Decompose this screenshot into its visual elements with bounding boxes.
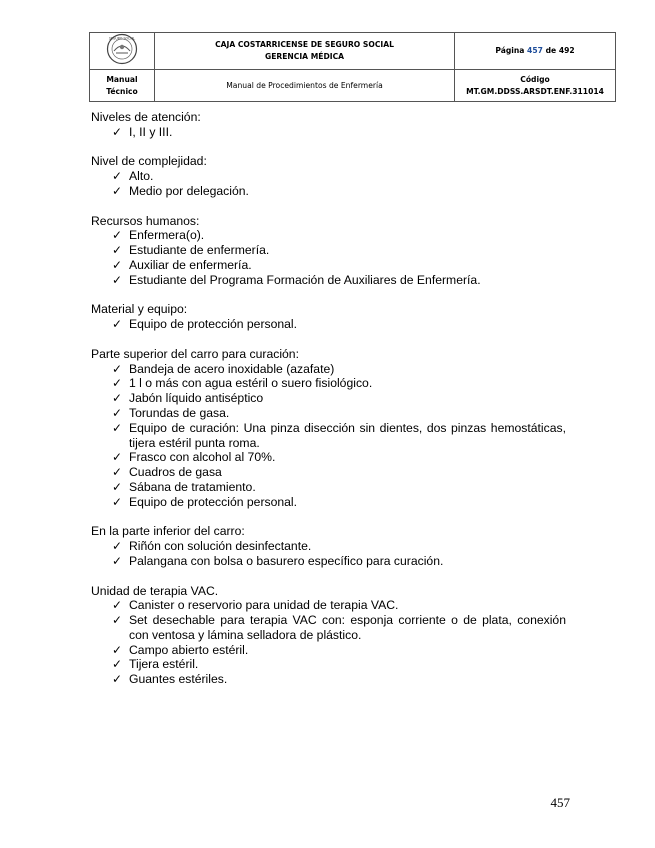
page-total: 492 <box>558 46 575 55</box>
doc-type-cell <box>90 70 155 102</box>
item-text: Palangana con bolsa o basurero específico para curación. <box>129 553 444 568</box>
item-list <box>91 598 566 687</box>
logo-cell <box>90 33 155 70</box>
checkmark-icon: ✓ <box>112 405 123 420</box>
checkmark-icon: ✓ <box>112 539 123 554</box>
page-of-label: de <box>545 46 557 55</box>
checkmark-icon: ✓ <box>112 465 123 480</box>
checkmark-icon: ✓ <box>112 479 123 494</box>
item-text: Guantes estériles. <box>129 672 228 687</box>
checkmark-icon: ✓ <box>112 598 123 613</box>
checkmark-icon: ✓ <box>112 272 123 287</box>
checkmark-icon: ✓ <box>112 391 123 406</box>
checkmark-icon: ✓ <box>112 317 123 332</box>
department-name: GERENCIA MÉDICA <box>264 52 345 61</box>
item-text: Estudiante del Programa Formación de Auxiliares de Enfermería. <box>129 272 481 287</box>
item-text: Bandeja de acero inoxidable (azafate) <box>129 361 335 376</box>
section-parte-superior-carro <box>91 347 566 510</box>
list-item <box>91 376 566 391</box>
item-text: Equipo de protección personal. <box>129 317 298 332</box>
checkmark-icon: ✓ <box>112 228 123 243</box>
checkmark-icon: ✓ <box>112 672 123 687</box>
list-item <box>91 613 566 643</box>
list-item <box>91 480 566 495</box>
list-item <box>91 539 566 554</box>
list-item <box>91 421 566 451</box>
doc-type-line1: Manual <box>106 74 138 84</box>
item-text: Campo abierto estéril. <box>129 642 249 657</box>
list-item <box>91 362 566 377</box>
item-text: Set desechable para terapia VAC con: esponja corriente o de plata, conexión con ventosa y lámina selladora de plástico. <box>129 613 566 642</box>
list-item <box>91 273 566 288</box>
item-list <box>91 362 566 510</box>
ccss-seal-logo <box>103 33 141 65</box>
code-label: Código <box>520 74 550 84</box>
section-parte-inferior-carro <box>91 524 566 568</box>
item-list <box>91 539 566 569</box>
checkmark-icon: ✓ <box>112 376 123 391</box>
document-header <box>89 32 616 102</box>
item-text: Cuadros de gasa <box>129 465 222 480</box>
checkmark-icon: ✓ <box>112 361 123 376</box>
checkmark-icon: ✓ <box>112 257 123 272</box>
item-text: Sábana de tratamiento. <box>129 479 256 494</box>
item-text: Riñón con solución desinfectante. <box>129 539 312 554</box>
doc-type-line2: Técnico <box>106 86 138 96</box>
page-current: 457 <box>527 46 543 55</box>
list-item <box>91 391 566 406</box>
manual-title: Manual de Procedimientos de Enfermería <box>226 80 383 90</box>
checkmark-icon: ✓ <box>112 642 123 657</box>
list-item <box>91 598 566 613</box>
item-text: Equipo de curación: Una pinza disección sin dientes, dos pinzas hemostáticas, tijera estéril punta roma. <box>129 420 566 450</box>
section-title: Material y equipo: <box>91 302 188 317</box>
footer-page-number: 457 <box>550 795 570 810</box>
code-cell <box>455 70 616 102</box>
checkmark-icon: ✓ <box>112 420 123 435</box>
checkmark-icon: ✓ <box>112 124 123 139</box>
list-item <box>91 672 566 687</box>
list-item <box>91 243 566 258</box>
code-value: MT.GM.DDSS.ARSDT.ENF.311014 <box>466 86 604 96</box>
checkmark-icon: ✓ <box>112 450 123 465</box>
checkmark-icon: ✓ <box>112 169 123 184</box>
checkmark-icon: ✓ <box>112 657 123 672</box>
item-text: Alto. <box>129 169 154 184</box>
list-item <box>91 495 566 510</box>
list-item <box>91 125 566 140</box>
item-list <box>91 317 566 332</box>
item-list <box>91 169 566 199</box>
list-item <box>91 317 566 332</box>
item-text: Medio por delegación. <box>129 183 249 198</box>
checkmark-icon: ✓ <box>112 553 123 568</box>
document-body <box>91 110 566 702</box>
list-item <box>91 657 566 672</box>
section-niveles-atencion <box>91 110 566 140</box>
item-text: Canister o reservorio para unidad de terapia VAC. <box>129 598 399 613</box>
checkmark-icon: ✓ <box>112 494 123 509</box>
section-recursos-humanos <box>91 214 566 288</box>
checkmark-icon: ✓ <box>112 613 123 628</box>
section-title: Niveles de atención: <box>91 110 201 124</box>
item-text: Jabón líquido antiséptico <box>129 391 264 406</box>
manual-title-cell <box>155 70 455 102</box>
list-item <box>91 228 566 243</box>
list-item <box>91 465 566 480</box>
section-material-equipo <box>91 302 566 332</box>
section-title: Nivel de complejidad: <box>91 154 207 169</box>
section-nivel-complejidad <box>91 154 566 198</box>
item-list <box>91 125 566 140</box>
section-title: Parte superior del carro para curación: <box>91 346 299 361</box>
page-counter-cell <box>455 33 616 70</box>
section-title: Recursos humanos: <box>91 213 200 228</box>
list-item <box>91 450 566 465</box>
item-text: Equipo de protección personal. <box>129 494 298 509</box>
checkmark-icon: ✓ <box>112 243 123 258</box>
logo-text: SEGURO SOCIAL <box>108 36 136 41</box>
checkmark-icon: ✓ <box>112 183 123 198</box>
item-text: Estudiante de enfermería. <box>129 243 270 258</box>
list-item <box>91 554 566 569</box>
section-title: Unidad de terapia VAC. <box>91 583 219 598</box>
item-text: I, II y III. <box>129 124 173 139</box>
page-label: Página <box>495 46 525 55</box>
institution-name: CAJA COSTARRICENSE DE SEGURO SOCIAL <box>215 40 394 49</box>
section-title: En la parte inferior del carro: <box>91 524 245 539</box>
item-text: Frasco con alcohol al 70%. <box>129 450 276 465</box>
item-text: Torundas de gasa. <box>129 405 230 420</box>
list-item <box>91 406 566 421</box>
item-list <box>91 228 566 287</box>
item-text: Auxiliar de enfermería. <box>129 257 252 272</box>
section-unidad-terapia-vac <box>91 584 566 688</box>
list-item <box>91 169 566 184</box>
item-text: Tijera estéril. <box>129 657 199 672</box>
item-text: 1 l o más con agua estéril o suero fisiológico. <box>129 376 373 391</box>
institution-cell <box>155 33 455 70</box>
item-text: Enfermera(o). <box>129 228 205 243</box>
list-item <box>91 643 566 658</box>
list-item <box>91 258 566 273</box>
list-item <box>91 184 566 199</box>
